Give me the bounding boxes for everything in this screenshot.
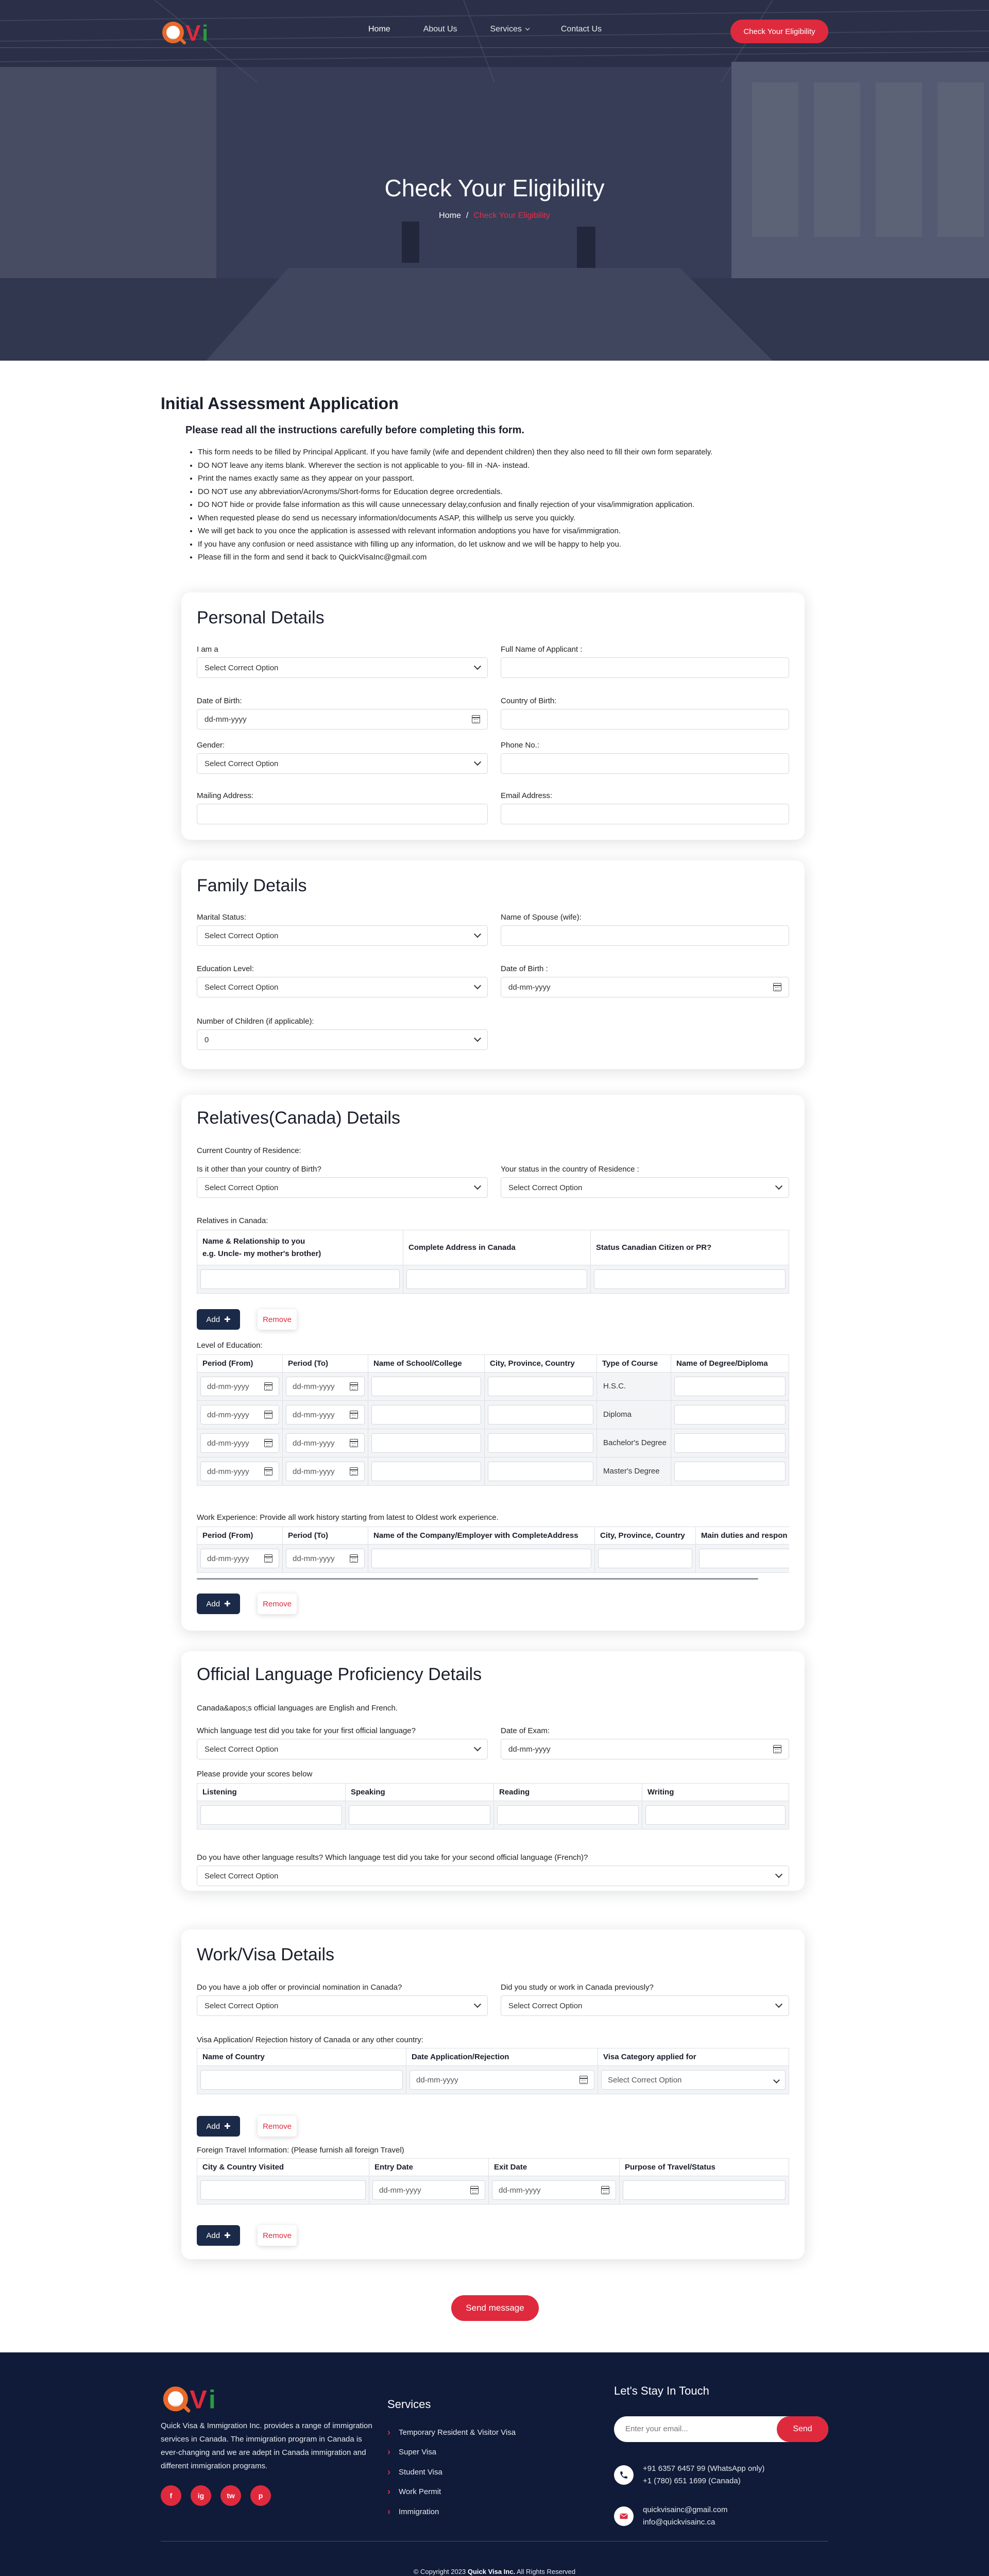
newsletter-send-button[interactable]: Send	[777, 2416, 828, 2442]
instruction-item: • DO NOT leave any items blank. Wherever the section is not applicable to you- fill in -NA- instead.	[198, 459, 828, 472]
footer-stay-title: Let's Stay In Touch	[614, 2384, 709, 2397]
gender-select[interactable]	[197, 753, 488, 774]
footer-service-label: Work Permit	[399, 2487, 441, 2497]
edu-header-degree: Name of Degree/Diploma	[671, 1355, 789, 1372]
travel-entry-input[interactable]	[372, 2180, 485, 2200]
residence-status-label: Your status in the country of Residence :	[501, 1165, 639, 1174]
travel-header-entry: Entry Date	[369, 2159, 489, 2176]
first-test-value: Select Correct Option	[204, 1744, 279, 1754]
chevron-down-icon	[474, 1744, 481, 1751]
calendar-icon[interactable]	[350, 1554, 358, 1563]
relatives-header-status: Status Canadian Citizen or PR?	[591, 1230, 789, 1265]
work-experience-table	[197, 1527, 789, 1573]
language-details-title: Official Language Proficiency Details	[197, 1665, 482, 1684]
history-category-select[interactable]	[601, 2070, 786, 2090]
edu-school-input[interactable]	[371, 1462, 481, 1481]
edu-type-master: Master's Degree	[597, 1458, 671, 1486]
svg-text:V: V	[190, 2384, 207, 2414]
score-header-reading: Reading	[494, 1784, 642, 1801]
footer-service-label: Temporary Resident & Visitor Visa	[399, 2428, 516, 2437]
exam-date-placeholder: dd-mm-yyyy	[508, 1744, 551, 1754]
job-offer-select[interactable]	[197, 1995, 488, 2016]
work-duties-input[interactable]	[699, 1549, 789, 1568]
newsletter-email-input[interactable]: Enter your email...	[625, 2425, 688, 2433]
history-header-country: Name of Country	[197, 2048, 406, 2066]
svg-text:i: i	[208, 2384, 216, 2414]
copyright-brand: Quick Visa Inc.	[467, 2568, 516, 2575]
calendar-icon[interactable]	[350, 1467, 358, 1476]
travel-header-city: City & Country Visited	[197, 2159, 369, 2176]
svg-text:V: V	[185, 21, 201, 46]
other-country-value: Select Correct Option	[204, 1183, 279, 1192]
cob-input[interactable]	[501, 709, 789, 730]
instructions-section	[161, 394, 828, 564]
chevron-down-icon	[474, 930, 481, 938]
iam-label: I am a	[197, 645, 218, 654]
qvi-logo[interactable]	[161, 17, 223, 46]
nav-links	[368, 25, 635, 34]
date-placeholder: dd-mm-yyyy	[207, 1438, 249, 1448]
edu-header-school: Name of School/College	[368, 1355, 485, 1372]
footer-services-list	[387, 2422, 516, 2522]
family-details-title: Family Details	[197, 876, 307, 895]
page-title: Check Your Eligibility	[384, 175, 605, 201]
calendar-icon[interactable]	[264, 1439, 272, 1447]
chevron-down-icon	[773, 2077, 780, 2083]
relatives-header-name-line1: Name & Relationship to you	[202, 1236, 305, 1246]
arrow-right-icon: ›	[387, 2466, 390, 2477]
personal-details-title: Personal Details	[197, 608, 325, 628]
marital-label: Marital Status:	[197, 913, 246, 922]
copyright-suffix: All Rights Reserved	[515, 2568, 576, 2575]
edu-school-input[interactable]	[371, 1433, 481, 1453]
family-details-card	[181, 860, 805, 1069]
work-from-input[interactable]	[200, 1549, 279, 1568]
calendar-icon[interactable]	[264, 1411, 272, 1419]
job-offer-value: Select Correct Option	[204, 2001, 279, 2010]
table-row	[197, 1372, 789, 1401]
work-company-input[interactable]	[371, 1549, 591, 1568]
footer-service-link[interactable]	[387, 2482, 516, 2502]
calendar-icon[interactable]	[264, 1467, 272, 1476]
calendar-icon[interactable]	[773, 1745, 781, 1753]
score-header-speaking: Speaking	[346, 1784, 494, 1801]
table-row	[197, 2176, 789, 2205]
copyright	[0, 2568, 989, 2575]
nav-home-link[interactable]: Home	[368, 25, 390, 33]
travel-exit-input[interactable]	[492, 2180, 616, 2200]
chevron-down-icon	[775, 1871, 782, 1878]
cob-label: Country of Birth:	[501, 697, 557, 705]
instruction-item: • Please fill in the form and send it back to QuickVisaInc@gmail.com	[198, 551, 828, 564]
first-test-label: Which language test did you take for your first official language?	[197, 1726, 416, 1735]
phone-input[interactable]	[501, 753, 789, 774]
calendar-icon[interactable]	[350, 1439, 358, 1447]
dob-placeholder: dd-mm-yyyy	[204, 715, 247, 724]
edu-type-diploma: Diploma	[597, 1401, 671, 1429]
chevron-down-icon	[474, 758, 481, 766]
second-test-label: Do you have other language results? Which language test did you take for your second official language (French)?	[197, 1853, 588, 1862]
phone-icon	[614, 2465, 634, 2485]
footer-phone	[614, 2463, 764, 2487]
add-visa-history-button[interactable]	[197, 2116, 240, 2137]
marital-select[interactable]	[197, 925, 488, 946]
calendar-icon[interactable]	[472, 715, 480, 723]
foreign-travel-label: Foreign Travel Information: (Please furnish all foreign Travel)	[197, 2146, 404, 2155]
instructions-heading: Please read all the instructions carefully before completing this form.	[185, 425, 524, 436]
footer-email	[614, 2504, 727, 2529]
previous-study-label: Did you study or work in Canada previously?	[501, 1983, 654, 1992]
education-table	[197, 1354, 789, 1486]
travel-purpose-input[interactable]	[623, 2180, 786, 2200]
travel-header-exit: Exit Date	[489, 2159, 620, 2176]
calendar-icon[interactable]	[350, 1382, 358, 1391]
chevron-down-icon	[775, 1182, 782, 1190]
table-row	[197, 1801, 789, 1829]
table-row	[197, 2066, 789, 2094]
arrow-right-icon: ›	[387, 2447, 390, 2458]
plus-icon: ✚	[224, 1600, 231, 1608]
add-label: Add	[206, 2231, 220, 2240]
language-details-card	[181, 1651, 805, 1891]
edu-header-city: City, Province, Country	[485, 1355, 597, 1372]
spouse-dob-placeholder: dd-mm-yyyy	[508, 982, 551, 992]
social-links	[161, 2485, 271, 2506]
date-placeholder: dd-mm-yyyy	[293, 1554, 335, 1563]
mailing-label: Mailing Address:	[197, 791, 254, 800]
mailing-input[interactable]	[197, 804, 488, 824]
work-header-duties: Main duties and respon	[696, 1527, 790, 1545]
pinterest-icon[interactable]: p	[250, 2485, 271, 2506]
instruction-item: • If you have any confusion or need assistance with filling up any information, do let usknow and we will be happy to help you.	[198, 538, 828, 551]
residence-label: Current Country of Residence:	[197, 1146, 301, 1155]
date-placeholder: dd-mm-yyyy	[207, 1467, 249, 1476]
spouse-label: Name of Spouse (wife):	[501, 913, 582, 922]
relatives-header-name	[197, 1230, 403, 1265]
edu-degree-input[interactable]	[674, 1462, 786, 1481]
top-navigation	[161, 13, 828, 49]
svg-text:i: i	[202, 21, 209, 46]
email-primary[interactable]: quickvisainc@gmail.com	[643, 2505, 728, 2514]
instagram-icon[interactable]: ig	[191, 2485, 211, 2506]
previous-study-select[interactable]	[501, 1995, 789, 2016]
facebook-icon[interactable]: f	[161, 2485, 181, 2506]
edu-type-bachelor: Bachelor's Degree	[597, 1429, 671, 1458]
breadcrumb-current: Check Your Eligibility	[473, 211, 550, 220]
plus-icon: ✚	[224, 2122, 231, 2131]
copyright-prefix: © Copyright 2023	[413, 2568, 468, 2575]
table-row	[197, 1401, 789, 1429]
add-relative-button[interactable]	[197, 1309, 240, 1330]
scores-table	[197, 1783, 789, 1829]
chevron-down-icon	[474, 1182, 481, 1190]
job-offer-label: Do you have a job offer or provincial nomination in Canada?	[197, 1983, 402, 1992]
plus-icon: ✚	[224, 1315, 231, 1324]
education-value: Select Correct Option	[204, 982, 279, 992]
chevron-down-icon	[775, 2001, 782, 2008]
relatives-table	[197, 1230, 789, 1294]
children-select[interactable]	[197, 1029, 488, 1050]
edu-header-from: Period (From)	[197, 1355, 283, 1372]
visa-history-label: Visa Application/ Rejection history of Canada or any other country:	[197, 2036, 423, 2044]
score-header-listening: Listening	[197, 1784, 346, 1801]
twitter-icon[interactable]: tw	[220, 2485, 241, 2506]
horizontal-scrollbar[interactable]	[197, 1578, 758, 1580]
dob-label: Date of Birth:	[197, 697, 242, 705]
breadcrumb	[0, 211, 989, 221]
education-label: Education Level:	[197, 964, 254, 973]
footer-service-label: Super Visa	[399, 2448, 437, 2457]
work-header-city: City, Province, Country	[595, 1527, 696, 1545]
relatives-header-name-line2: e.g. Uncle- my mother's brother)	[202, 1249, 321, 1258]
date-placeholder: dd-mm-yyyy	[293, 1467, 335, 1476]
plus-icon: ✚	[224, 2231, 231, 2240]
footer-newsletter	[614, 2384, 828, 2527]
children-value: 0	[204, 1035, 209, 1044]
edu-degree-input[interactable]	[674, 1433, 786, 1453]
relative-status-input[interactable]	[594, 1269, 786, 1289]
foreign-travel-table	[197, 2158, 789, 2205]
edu-from-input[interactable]	[200, 1377, 279, 1396]
date-placeholder: dd-mm-yyyy	[293, 1410, 335, 1419]
first-test-select[interactable]	[197, 1739, 488, 1759]
instruction-item: • Print the names exactly same as they appear on your passport.	[198, 472, 828, 485]
calendar-icon[interactable]	[350, 1411, 358, 1419]
remove-work-button[interactable]: Remove	[258, 1594, 297, 1614]
reading-input[interactable]	[497, 1805, 639, 1825]
add-label: Add	[206, 1315, 220, 1324]
send-message-button[interactable]: Send message	[451, 2295, 539, 2321]
add-work-button[interactable]	[197, 1594, 240, 1614]
footer-service-label: Immigration	[399, 2507, 439, 2516]
phone-label: Phone No.:	[501, 741, 540, 750]
edu-school-input[interactable]	[371, 1405, 481, 1425]
second-test-select[interactable]	[197, 1866, 789, 1886]
travel-header-purpose: Purpose of Travel/Status	[620, 2159, 789, 2176]
footer-service-label: Student Visa	[399, 2467, 442, 2477]
edu-city-input[interactable]	[488, 1377, 593, 1396]
footer-about-text: Quick Visa & Immigration Inc. provides a range of immigration services in Canada. The immigration program in Canada is ever-changing and we are adept in Canada immigration and different immigration programs.	[161, 2421, 372, 2470]
visa-details-title: Work/Visa Details	[197, 1945, 335, 1964]
email-input[interactable]	[501, 804, 789, 824]
education-select[interactable]	[197, 977, 488, 997]
calendar-icon[interactable]	[773, 983, 781, 991]
relatives-details-card	[181, 1095, 805, 1631]
other-country-label: Is it other than your country of Birth?	[197, 1165, 321, 1174]
edu-degree-input[interactable]	[674, 1405, 786, 1425]
mail-icon	[614, 2506, 634, 2526]
date-placeholder: dd-mm-yyyy	[293, 1382, 335, 1391]
edu-header-to: Period (To)	[283, 1355, 368, 1372]
footer-service-link[interactable]	[387, 2443, 516, 2463]
edu-degree-input[interactable]	[674, 1377, 786, 1396]
edu-from-input[interactable]	[200, 1433, 279, 1453]
instruction-item: • DO NOT hide or provide false information as this will cause unnecessary delay,confusion and finally rejection of your visa/immigration application.	[198, 498, 828, 512]
nav-services-label: Services	[490, 25, 522, 33]
arrow-right-icon: ›	[387, 2506, 390, 2517]
relative-name-input[interactable]	[200, 1269, 400, 1289]
site-footer	[0, 2352, 989, 2576]
history-date-input[interactable]	[410, 2070, 594, 2090]
other-country-select[interactable]	[197, 1177, 488, 1198]
personal-details-card	[181, 592, 805, 840]
relatives-header-address: Complete Address in Canada	[403, 1230, 591, 1265]
phone-whatsapp[interactable]: +91 6357 6457 99 (WhatsApp only)	[643, 2464, 765, 2473]
work-city-input[interactable]	[598, 1549, 692, 1568]
official-languages-note: Canada&apos;s official languages are English and French.	[197, 1704, 398, 1713]
exam-date-input[interactable]	[501, 1739, 789, 1759]
spouse-dob-input[interactable]	[501, 977, 789, 997]
residence-status-select[interactable]	[501, 1177, 789, 1198]
scores-label: Please provide your scores below	[197, 1770, 313, 1778]
qvi-logo-icon	[161, 17, 223, 46]
calendar-icon[interactable]	[579, 2076, 588, 2084]
work-header-from: Period (From)	[197, 1527, 283, 1545]
previous-study-value: Select Correct Option	[508, 2001, 583, 2010]
form-title: Initial Assessment Application	[161, 394, 399, 413]
edu-from-input[interactable]	[200, 1462, 279, 1481]
table-row	[197, 1265, 789, 1294]
date-placeholder: dd-mm-yyyy	[379, 2185, 421, 2195]
nav-about-link[interactable]: About Us	[423, 25, 457, 33]
nav-contact-link[interactable]: Contact Us	[560, 25, 602, 33]
arrow-right-icon: ›	[387, 2427, 390, 2437]
edu-to-input[interactable]	[286, 1405, 365, 1425]
footer-service-link[interactable]	[387, 2422, 516, 2443]
hero-banner	[0, 0, 989, 361]
gender-value: Select Correct Option	[204, 759, 279, 768]
instruction-item: • DO NOT use any abbreviation/Acronyms/Short-forms for Education degree orcredentials.	[198, 485, 828, 499]
edu-type-hsc: H.S.C.	[597, 1372, 671, 1401]
relatives-label: Relatives in Canada:	[197, 1216, 268, 1225]
remove-relative-button[interactable]: Remove	[258, 1309, 297, 1330]
footer-logo[interactable]	[161, 2381, 233, 2417]
footer-services	[387, 2398, 516, 2522]
education-level-label: Level of Education:	[197, 1341, 263, 1350]
work-to-input[interactable]	[286, 1549, 365, 1568]
instruction-item: • This form needs to be filled by Principal Applicant. If you have family (wife and dependent children) then they also need to fill their own form separately.	[198, 446, 828, 459]
instructions-list	[198, 446, 828, 564]
relatives-details-title: Relatives(Canada) Details	[197, 1108, 400, 1128]
chevron-down-icon	[525, 26, 530, 30]
check-eligibility-button[interactable]: Check Your Eligibility	[730, 20, 828, 43]
date-placeholder: dd-mm-yyyy	[499, 2185, 541, 2195]
edu-header-type: Type of Course	[597, 1355, 671, 1372]
edu-from-input[interactable]	[200, 1405, 279, 1425]
breadcrumb-separator: /	[466, 211, 469, 220]
date-placeholder: dd-mm-yyyy	[416, 2075, 458, 2084]
visa-details-card	[181, 1929, 805, 2259]
edu-city-input[interactable]	[488, 1462, 593, 1481]
spouse-dob-label: Date of Birth :	[501, 964, 548, 973]
iam-value: Select Correct Option	[204, 663, 279, 672]
table-row	[197, 1545, 790, 1573]
footer-services-title: Services	[387, 2398, 431, 2411]
history-category-value: Select Correct Option	[608, 2075, 682, 2084]
breadcrumb-home[interactable]: Home	[439, 211, 461, 220]
arrow-right-icon: ›	[387, 2486, 390, 2497]
qvi-logo-icon	[161, 2381, 233, 2414]
table-row	[197, 1458, 789, 1486]
instruction-item: • When requested please do send us necessary information/documents ASAP, this willhelp us serve you quickly.	[198, 512, 828, 525]
visa-history-table	[197, 2048, 789, 2094]
work-header-to: Period (To)	[283, 1527, 368, 1545]
work-table-scroller[interactable]	[197, 1527, 789, 1578]
footer-service-link[interactable]	[387, 2462, 516, 2482]
chevron-down-icon	[474, 663, 481, 670]
work-experience-label: Work Experience: Provide all work history starting from latest to Oldest work experience.	[197, 1513, 499, 1522]
date-placeholder: dd-mm-yyyy	[207, 1554, 249, 1563]
remove-travel-button[interactable]: Remove	[258, 2225, 297, 2246]
fullname-input[interactable]	[501, 657, 789, 678]
date-placeholder: dd-mm-yyyy	[207, 1382, 249, 1391]
spouse-input[interactable]	[501, 925, 789, 946]
history-header-category: Visa Category applied for	[598, 2048, 789, 2066]
exam-date-label: Date of Exam:	[501, 1726, 550, 1735]
table-row	[197, 1429, 789, 1458]
residence-status-value: Select Correct Option	[508, 1183, 583, 1192]
date-placeholder: dd-mm-yyyy	[207, 1410, 249, 1419]
edu-to-input[interactable]	[286, 1433, 365, 1453]
dob-input[interactable]	[197, 709, 488, 730]
edu-to-input[interactable]	[286, 1377, 365, 1396]
writing-input[interactable]	[645, 1805, 786, 1825]
second-test-value: Select Correct Option	[204, 1871, 279, 1880]
email-secondary[interactable]: info@quickvisainc.ca	[643, 2518, 715, 2527]
footer-service-link[interactable]	[387, 2502, 516, 2522]
chevron-down-icon	[474, 982, 481, 989]
add-label: Add	[206, 2122, 220, 2131]
fullname-label: Full Name of Applicant :	[501, 645, 583, 654]
marital-value: Select Correct Option	[204, 931, 279, 940]
add-travel-button[interactable]	[197, 2225, 240, 2246]
calendar-icon[interactable]	[470, 2186, 479, 2194]
calendar-icon[interactable]	[264, 1382, 272, 1391]
chevron-down-icon	[474, 2001, 481, 2008]
listening-input[interactable]	[200, 1805, 342, 1825]
date-placeholder: dd-mm-yyyy	[293, 1438, 335, 1448]
edu-school-input[interactable]	[371, 1377, 481, 1396]
nav-divider	[0, 47, 989, 48]
calendar-icon[interactable]	[601, 2186, 609, 2194]
newsletter-form	[614, 2416, 828, 2442]
chevron-down-icon	[474, 1035, 481, 1042]
gender-label: Gender:	[197, 741, 225, 750]
instruction-item: • We will get back to you once the application is assessed with relevant information andoptions you have for visa/immigration.	[198, 524, 828, 538]
edu-city-input[interactable]	[488, 1433, 593, 1453]
phone-canada[interactable]: +1 (780) 651 1699 (Canada)	[643, 2477, 741, 2485]
edu-city-input[interactable]	[488, 1405, 593, 1425]
history-country-input[interactable]	[200, 2070, 403, 2090]
add-label: Add	[206, 1599, 220, 1608]
score-header-writing: Writing	[642, 1784, 789, 1801]
calendar-icon[interactable]	[264, 1554, 272, 1563]
history-header-date: Date Application/Rejection	[406, 2048, 598, 2066]
relative-address-input[interactable]	[406, 1269, 587, 1289]
iam-select[interactable]	[197, 657, 488, 678]
work-header-company: Name of the Company/Employer with CompleteAddress	[368, 1527, 595, 1545]
edu-to-input[interactable]	[286, 1462, 365, 1481]
children-label: Number of Children (if applicable):	[197, 1017, 314, 1026]
travel-city-input[interactable]	[200, 2180, 366, 2200]
speaking-input[interactable]	[349, 1805, 490, 1825]
nav-services-link[interactable]	[490, 25, 528, 34]
email-label: Email Address:	[501, 791, 553, 800]
remove-visa-history-button[interactable]: Remove	[258, 2116, 297, 2137]
